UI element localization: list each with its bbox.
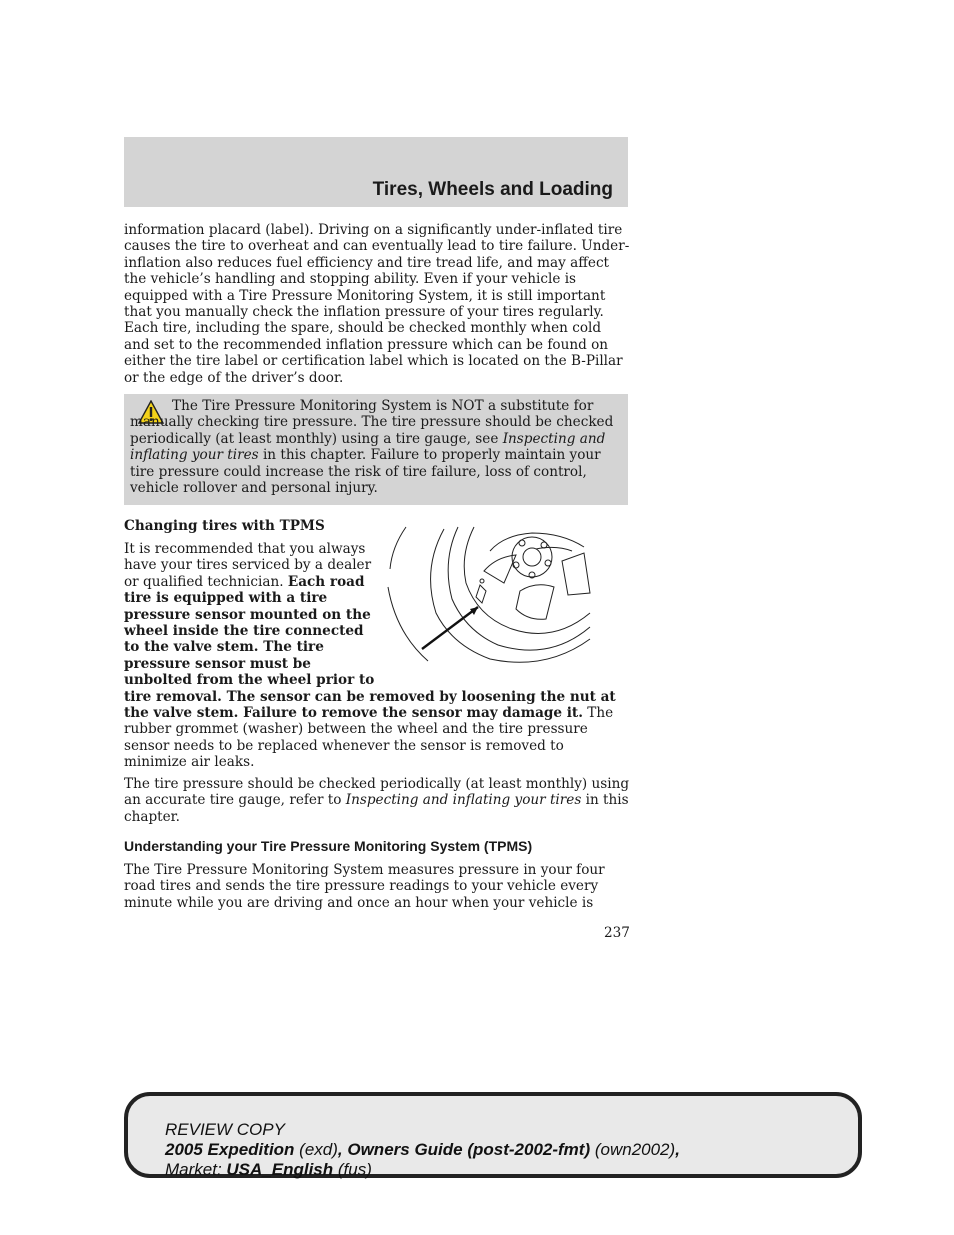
wheel-sensor-illustration — [386, 521, 634, 681]
section-heading-changing-tires: Changing tires with TPMS — [124, 518, 325, 534]
footer-separator: , — [675, 1140, 680, 1159]
warning-text-b: in this chapter. Failure to properly maintain your tire pressure could increase the risk of tire failure, loss of control, vehicle rollover and personal injury. — [130, 447, 601, 497]
changing-tires-text-a: It is recommended that you always have your tires serviced by a dealer or qualified technician. — [124, 541, 372, 590]
page-number: 237 — [604, 925, 630, 941]
paragraph-underinflation: information placard (label). Driving on a significantly under-inflated tire causes the tire to overheat and can eventually lead to tire failure. Under-inflation also reduces fuel efficiency and tire tread life, and may affect the vehicle’s handling and stopping ability. Even if your vehicle is equipped with a Tire Pressure Monitoring System, it is still important that you manually check the inflation pressure of your tires regularly. Each tire, including the spare, should be checked monthly when cold and set to the recommended inflation pressure which can be found on either the tire label or certification label which is located on the B-Pillar or the edge of the driver’s door. — [124, 222, 630, 386]
footer-review-copy: REVIEW COPY — [165, 1120, 285, 1139]
paragraph-changing-tires — [124, 541, 630, 771]
footer-guide: Owners Guide (post-2002-fmt) — [347, 1140, 591, 1159]
paragraph-check-pressure — [124, 776, 630, 825]
warning-box — [124, 394, 628, 505]
footer-market: USA_English — [226, 1160, 334, 1179]
footer-line-2 — [165, 1140, 680, 1160]
footer-market-label: Market: — [165, 1160, 227, 1179]
page-title: Tires, Wheels and Loading — [372, 179, 613, 200]
changing-tires-text-bold: Each road tire is equipped with a tire pressure sensor mounted on the wheel inside the tire connected to the valve stem. The tire pressure sensor must be unbolted from the wheel prior to tire removal. The sensor can be removed by loosening the nut at the valve stem. Failure to remove the sensor may damage it. — [124, 573, 616, 722]
footer-model-code: (exd) — [294, 1140, 338, 1159]
warning-text — [130, 398, 622, 496]
footer-separator: , — [337, 1140, 348, 1159]
footer-line-3 — [165, 1160, 680, 1180]
warning-text-a: The Tire Pressure Monitoring System is NOT a substitute for manually checking tire pressure. The tire pressure should be checked periodically (at least monthly) using a tire gauge, see — [130, 398, 614, 447]
changing-tires-text-b: The rubber grommet (washer) between the wheel and the tire pressure sensor needs to be replaced whenever the sensor is removed to minimize air leaks. — [124, 705, 614, 771]
footer-model: 2005 Expedition — [165, 1140, 295, 1159]
footer-text — [165, 1120, 680, 1180]
check-pressure-text-b: in this chapter. — [124, 792, 629, 825]
header-band — [124, 137, 628, 207]
paragraph-understanding-tpms: The Tire Pressure Monitoring System measures pressure in your four road tires and sends the tire pressure readings to your vehicle every minute while you are driving and once an hour when your vehicle is — [124, 862, 605, 911]
footer-market-code: (fus) — [333, 1160, 372, 1179]
footer-guide-code: (own2002) — [590, 1140, 676, 1159]
check-pressure-text-a: The tire pressure should be checked periodically (at least monthly) using an accurate tire gauge, refer to — [124, 776, 630, 809]
warning-reference-link: Inspecting and inflating your tires — [130, 430, 606, 464]
review-copy-footer — [124, 1092, 862, 1178]
section-heading-understanding-tpms: Understanding your Tire Pressure Monitoring System (TPMS) — [124, 838, 533, 854]
check-pressure-reference-link: Inspecting and inflating your tires — [345, 792, 582, 809]
